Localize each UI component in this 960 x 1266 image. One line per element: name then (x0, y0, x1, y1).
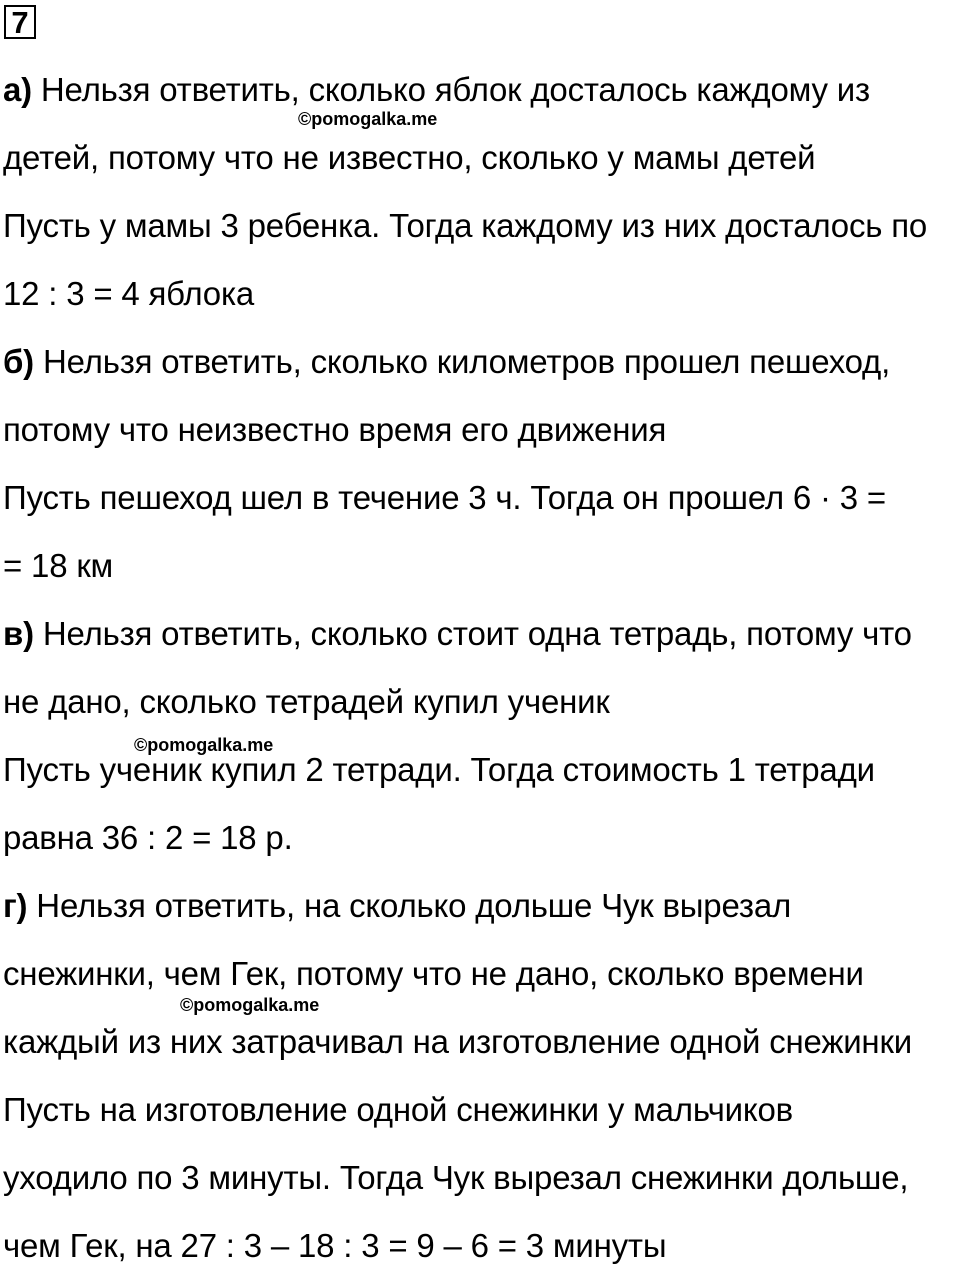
watermark: ©pomogalka.me (180, 995, 320, 1015)
solution-line-2 (3, 138, 815, 178)
line-text: уходило по 3 минуты. Тогда Чук вырезал снежинки дольше, (3, 1159, 909, 1196)
solution-line-4 (3, 274, 254, 314)
solution-line-18 (3, 1226, 666, 1266)
solution-line-14 (3, 954, 864, 994)
solution-line-17 (3, 1158, 908, 1198)
line-text: потому что неизвестно время его движения (3, 411, 667, 448)
solution-line-1 (3, 70, 870, 110)
solution-line-6 (3, 410, 666, 450)
solution-line-5 (3, 342, 890, 382)
solution-line-12 (3, 818, 293, 858)
line-text: Пусть ученик купил 2 тетради. Тогда стоимость 1 тетради (3, 751, 875, 788)
line-text: не дано, сколько тетрадей купил ученик (3, 683, 610, 720)
line-text: Пусть у мамы 3 ребенка. Тогда каждому из них досталось по (3, 207, 928, 244)
line-text: = 18 км (3, 547, 114, 584)
solution-line-3 (3, 206, 927, 246)
solution-line-10 (3, 682, 610, 722)
line-text: Пусть на изготовление одной снежинки у мальчиков (3, 1091, 793, 1128)
line-text: Нельзя ответить, сколько километров прошел пешеход, (33, 343, 891, 380)
line-text: Нельзя ответить, сколько яблок досталось каждому из (31, 71, 870, 108)
line-text: Пусть пешеход шел в течение 3 ч. Тогда он прошел 6 · 3 = (3, 479, 886, 516)
part-a-label: а) (3, 71, 32, 108)
line-text: равна 36 : 2 = 18 р. (3, 819, 293, 856)
solution-line-13 (3, 886, 791, 926)
line-text: 12 : 3 = 4 яблока (3, 275, 255, 312)
line-text: каждый из них затрачивал на изготовление одной снежинки (3, 1023, 912, 1060)
line-text: Нельзя ответить, сколько стоит одна тетрадь, потому что (33, 615, 912, 652)
watermark: ©pomogalka.me (298, 109, 438, 129)
solution-line-11 (3, 750, 875, 790)
line-text: снежинки, чем Гек, потому что не дано, сколько времени (3, 955, 864, 992)
solution-line-16 (3, 1090, 793, 1130)
part-b-label: б) (3, 343, 34, 380)
solution-line-15 (3, 1022, 912, 1062)
solution-line-7 (3, 478, 886, 518)
line-text: чем Гек, на 27 : 3 – 18 : 3 = 9 – 6 = 3 минуты (3, 1227, 667, 1264)
line-text: детей, потому что не известно, сколько у мамы детей (3, 139, 816, 176)
line-text: Нельзя ответить, на сколько дольше Чук вырезал (27, 887, 792, 924)
task-number-box: 7 (4, 5, 36, 39)
solution-line-9 (3, 614, 912, 654)
watermark: ©pomogalka.me (134, 735, 274, 755)
part-v-label: в) (3, 615, 34, 652)
solution-line-8 (3, 546, 113, 586)
part-g-label: г) (3, 887, 28, 924)
